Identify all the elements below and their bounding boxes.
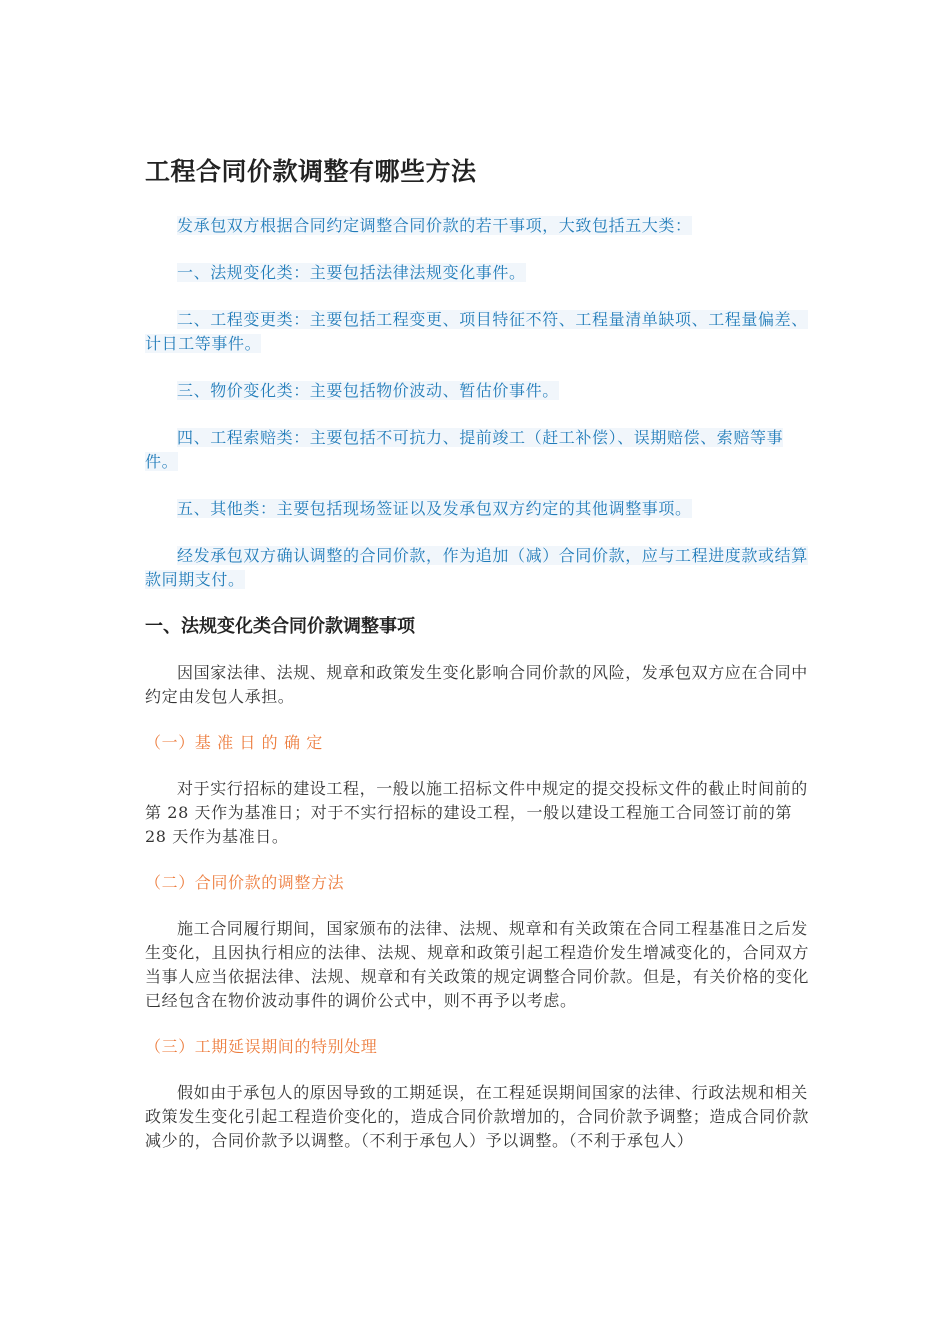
category-5: 五、其他类：主要包括现场签证以及发承包双方约定的其他调整事项。 (177, 499, 692, 518)
intro-paragraph: 发承包双方根据合同约定调整合同价款的若干事项，大致包括五大类： (177, 216, 692, 235)
payment-note: 经发承包双方确认调整的合同价款，作为追加（减）合同价款，应与工程进度款或结算款同期支付。 (145, 546, 808, 589)
category-4: 四、工程索赔类：主要包括不可抗力、提前竣工（赶工补偿）、误期赔偿、索赔等事件。 (145, 428, 784, 471)
subsection-1-paragraph: 对于实行招标的建设工程，一般以施工招标文件中规定的提交投标文件的截止时间前的第 28 天作为基准日；对于不实行招标的建设工程，一般以建设工程施工合同签订前的第 28 天作为基准日。 (145, 779, 808, 846)
subsection-2-heading: （二）合同价款的调整方法 (145, 873, 345, 892)
category-3: 三、物价变化类：主要包括物价波动、暂估价事件。 (177, 381, 559, 400)
section-1-paragraph: 因国家法律、法规、规章和政策发生变化影响合同价款的风险，发承包双方应在合同中约定由发包人承担。 (145, 663, 808, 706)
subsection-3-heading: （三）工期延误期间的特别处理 (145, 1037, 378, 1056)
subsection-3-paragraph: 假如由于承包人的原因导致的工期延误，在工程延误期间国家的法律、行政法规和相关政策发生变化引起工程造价变化的，造成合同价款增加的，合同价款予调整；造成合同价款减少的，合同价款予以调整。（不利于承包人）予以调整。（不利于承包人） (145, 1083, 810, 1150)
category-2: 二、工程变更类：主要包括工程变更、项目特征不符、工程量清单缺项、工程量偏差、计日工等事件。 (145, 310, 808, 353)
document-body (145, 152, 813, 1153)
page-title: 工程合同价款调整有哪些方法 (145, 157, 477, 186)
subsection-1-heading: （一）基 准 日 的 确 定 (145, 733, 323, 752)
subsection-2-paragraph: 施工合同履行期间，国家颁布的法律、法规、规章和有关政策在合同工程基准日之后发生变化，且因执行相应的法律、法规、规章和政策引起工程造价发生增减变化的，合同双方当事人应当依据法律、法规、规章和有关政策的规定调整合同价款。但是，有关价格的变化已经包含在物价波动事件的调价公式中，则不再予以考虑。 (145, 919, 810, 1010)
section-1-heading: 一、法规变化类合同价款调整事项 (145, 616, 415, 637)
category-1: 一、法规变化类：主要包括法律法规变化事件。 (177, 263, 526, 282)
